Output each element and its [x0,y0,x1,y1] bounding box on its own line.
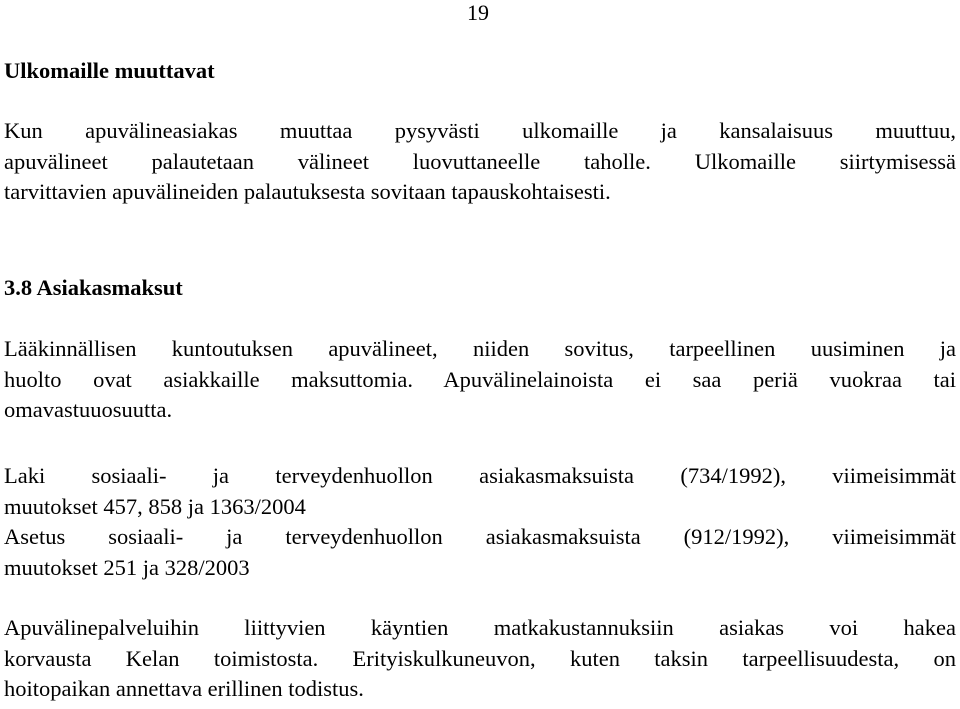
paragraph-lainsaadanto [4,461,956,583]
text-line: tarvittavien apuvälineiden palautuksesta sovitaan tapauskohtaisesti. [4,179,611,204]
page-number: 19 [467,0,489,25]
paragraph-matkakustannukset [4,613,956,705]
text-line: Apuvälinepalveluihin liittyvien käyntien matkakustannuksiin asiakas voi hakea [4,615,956,640]
text-line: muutokset 457, 858 ja 1363/2004 [4,493,306,519]
text-line: apuvälineet palautetaan välineet luovuttaneelle taholle. Ulkomaille siirtymisessä [4,148,956,174]
text-line: hoitopaikan annettava erillinen todistus. [4,676,364,701]
text-line: Kun apuvälineasiakas muuttaa pysyvästi ulkomaille ja kansalaisuus muuttuu, [4,118,956,143]
text-line: Laki sosiaali- ja terveydenhuollon asiakasmaksuista (734/1992), viimeisimmät [4,463,956,488]
text-line: Lääkinnällisen kuntoutuksen apuvälineet, niiden sovitus, tarpeellinen uusiminen ja [4,336,956,361]
paragraph-maksuttomuus [4,334,956,426]
text-line: huolto ovat asiakkaille maksuttomia. Apuvälinelainoista ei saa periä vuokraa tai [4,366,956,392]
section-heading-ulkomaille-muuttavat: Ulkomaille muuttavat [4,58,215,83]
paragraph-ulkomaille [4,116,956,208]
text-line: korvausta Kelan toimistosta. Erityiskulkuneuvon, kuten taksin tarpeellisuudesta, on [4,645,956,671]
text-line: muutokset 251 ja 328/2003 [4,554,250,580]
text-line: Asetus sosiaali- ja terveydenhuollon asiakasmaksuista (912/1992), viimeisimmät [4,524,956,549]
section-heading-asiakasmaksut: 3.8 Asiakasmaksut [4,275,183,300]
text-line: omavastuuosuutta. [4,397,173,422]
